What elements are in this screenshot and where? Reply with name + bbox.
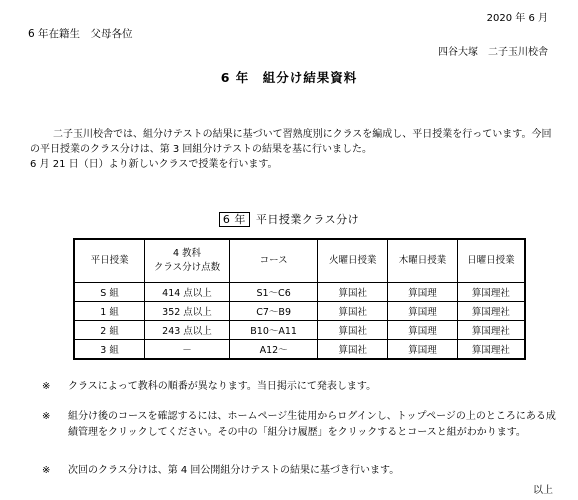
- cell-sunday: 算国理社: [457, 283, 525, 302]
- note-text: 組分け後のコースを確認するには、ホームページ生徒用からログインし、トップページの上のところにある成績管理をクリックしてください。その中の「組分け履歴」をクリックするとコースと組がわかります。: [68, 411, 556, 438]
- closing-remark: 以上: [533, 485, 553, 496]
- table-subtitle: [0, 211, 578, 227]
- cell-thursday: 算国理: [388, 283, 458, 302]
- class-assignment-table: [73, 238, 526, 360]
- cell-course: C7～B9: [229, 302, 318, 321]
- cell-sunday: 算国理社: [457, 340, 525, 360]
- reference-mark: ※: [42, 411, 51, 422]
- note-text: 次回のクラス分けは、第 4 回公開組分けテストの結果に基づき行います。: [68, 465, 400, 476]
- cell-sunday: 算国理社: [457, 321, 525, 340]
- header-score: 4 教科 クラス分け点数: [145, 239, 230, 283]
- header-sunday: 日曜日授業: [457, 239, 525, 283]
- intro-line-2: 6 月 21 日（日）より新しいクラスで授業を行います。: [30, 159, 278, 170]
- reference-mark: ※: [42, 381, 51, 392]
- intro-paragraph: [30, 127, 555, 172]
- cell-tuesday: 算国社: [318, 321, 388, 340]
- intro-line-1: 二子玉川校舎では、組分けテストの結果に基づいて習熟度別にクラスを編成し、平日授業を行っています。今回の平日授業のクラス分けは、第 3 回組分けテストの結果を基に行いました。: [30, 129, 552, 155]
- cell-course: S1～C6: [229, 283, 318, 302]
- note-text: クラスによって教科の順番が異なります。当日掲示にて発表します。: [68, 381, 377, 392]
- sender-school: 四谷大塚 二子玉川校舎: [438, 47, 548, 58]
- document-date: 2020 年 6 月: [486, 13, 548, 24]
- cell-score: 243 点以上: [145, 321, 230, 340]
- cell-thursday: 算国理: [388, 321, 458, 340]
- cell-score: －: [145, 340, 230, 360]
- grade-label: 6 年: [219, 212, 250, 227]
- cell-class: S 組: [74, 283, 145, 302]
- cell-tuesday: 算国社: [318, 340, 388, 360]
- subtitle-text: 平日授業クラス分け: [255, 213, 360, 226]
- document-title: 6 年 組分け結果資料: [220, 70, 358, 85]
- addressee: 6 年在籍生 父母各位: [28, 28, 133, 40]
- table-row: [74, 340, 525, 360]
- cell-class: 2 組: [74, 321, 145, 340]
- header-tuesday: 火曜日授業: [318, 239, 388, 283]
- cell-course: A12～: [229, 340, 318, 360]
- note-item: [42, 379, 562, 395]
- table-row: [74, 283, 525, 302]
- cell-thursday: 算国理: [388, 340, 458, 360]
- cell-tuesday: 算国社: [318, 283, 388, 302]
- cell-sunday: 算国理社: [457, 302, 525, 321]
- table-row: [74, 321, 525, 340]
- cell-course: B10～A11: [229, 321, 318, 340]
- reference-mark: ※: [42, 465, 51, 476]
- cell-thursday: 算国理: [388, 302, 458, 321]
- note-item: [42, 409, 562, 441]
- header-class: 平日授業: [74, 239, 145, 283]
- header-course: コース: [229, 239, 318, 283]
- cell-tuesday: 算国社: [318, 302, 388, 321]
- table-header-row: [74, 239, 525, 283]
- header-thursday: 木曜日授業: [388, 239, 458, 283]
- note-item: [42, 463, 562, 479]
- cell-class: 1 組: [74, 302, 145, 321]
- table-row: [74, 302, 525, 321]
- cell-class: 3 組: [74, 340, 145, 360]
- cell-score: 414 点以上: [145, 283, 230, 302]
- cell-score: 352 点以上: [145, 302, 230, 321]
